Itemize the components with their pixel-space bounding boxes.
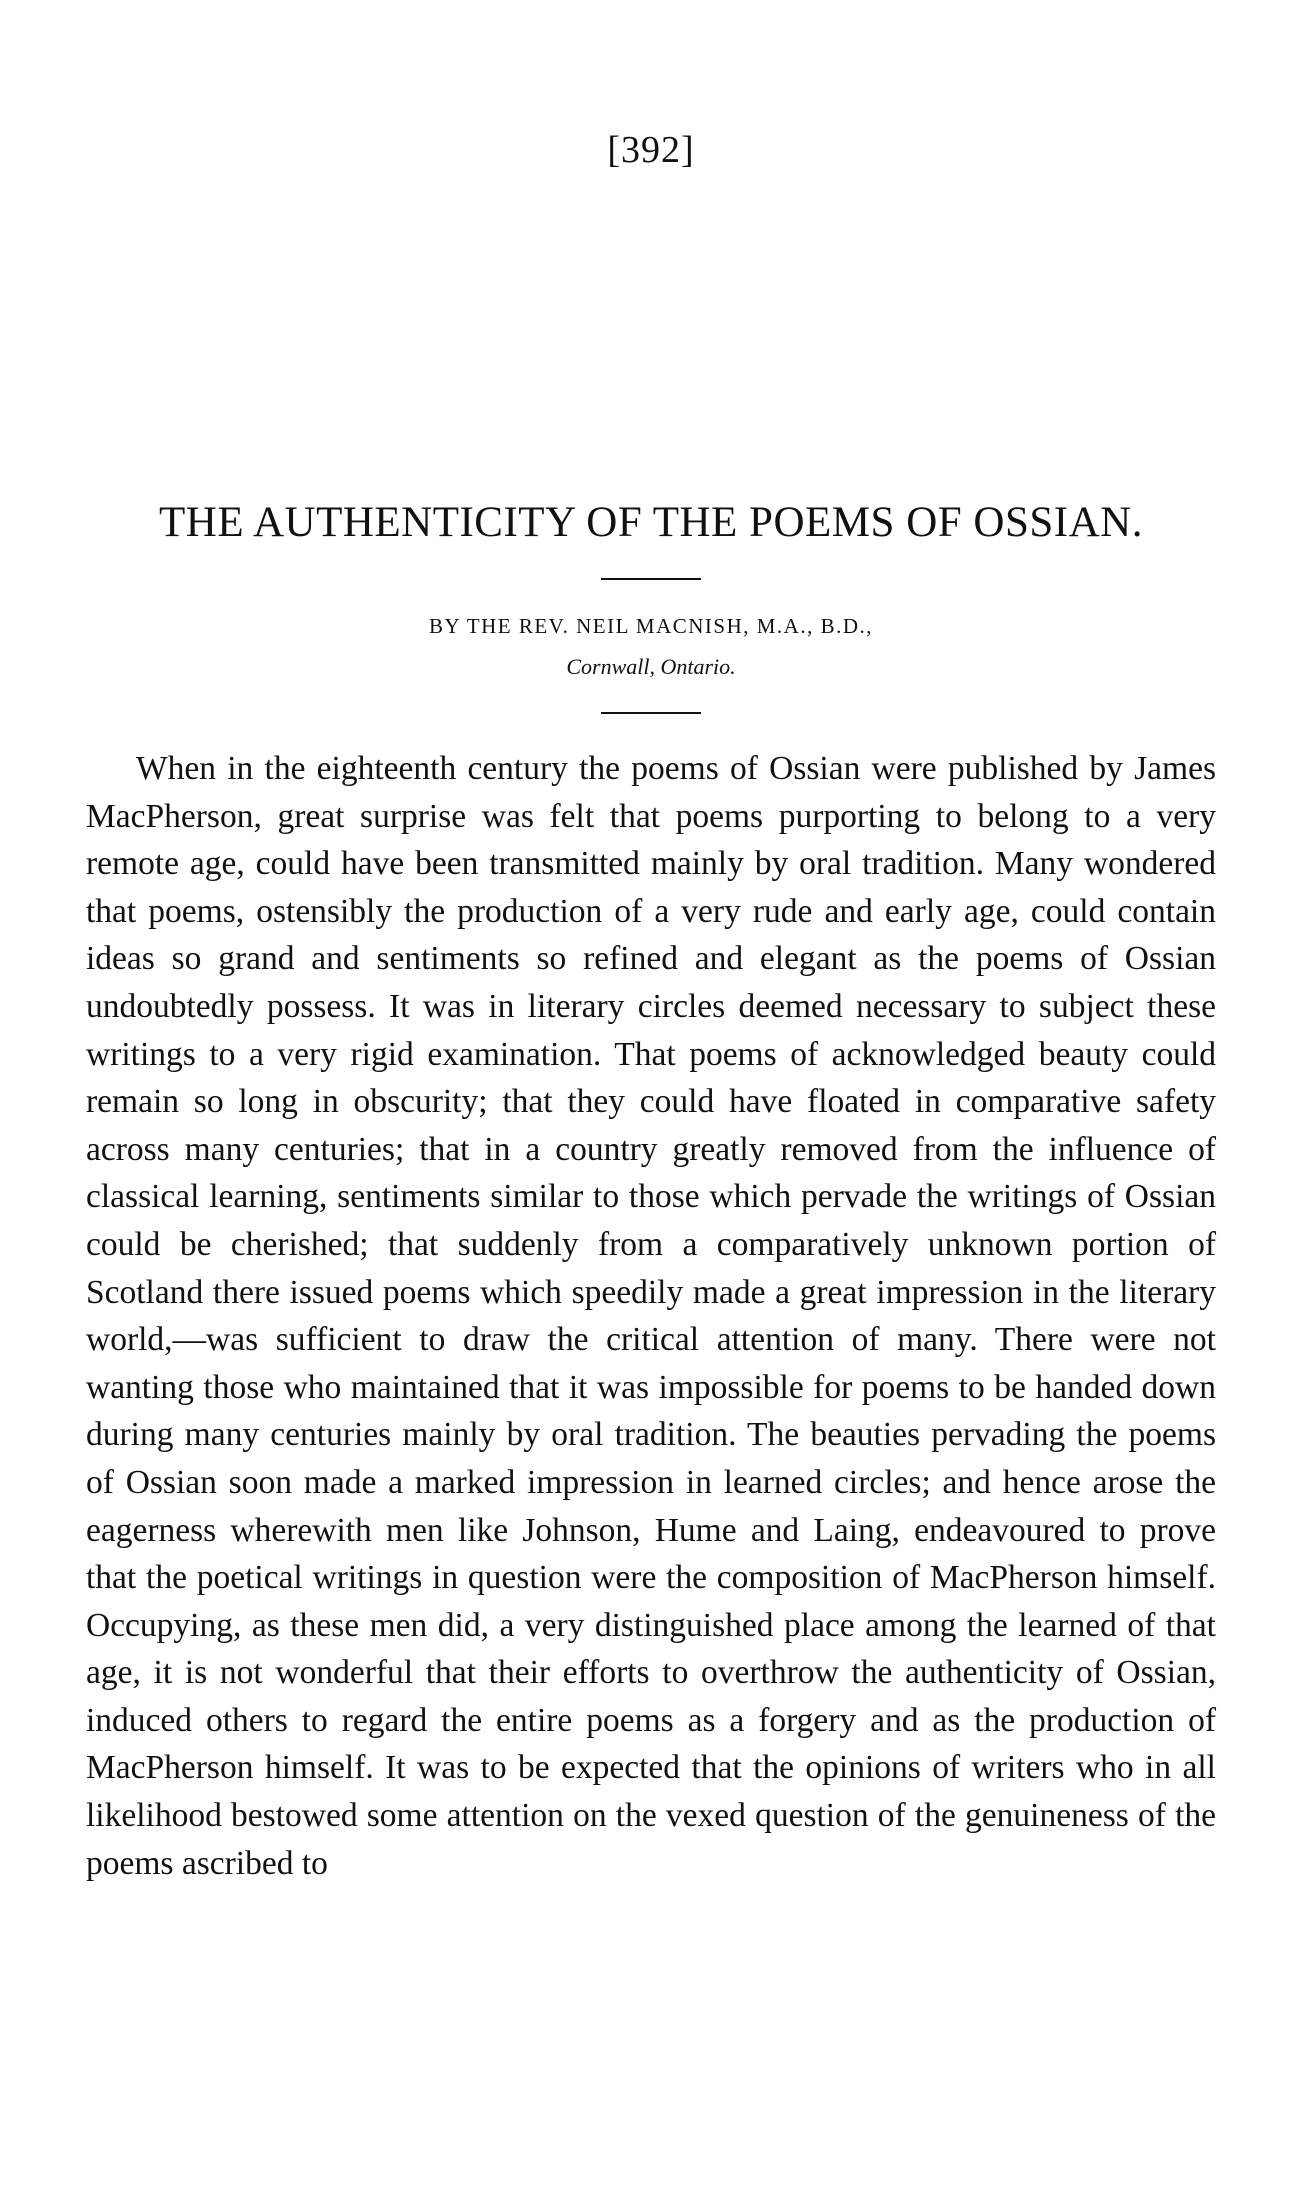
page-number: [392] [607, 129, 695, 171]
body-paragraph: When in the eighteenth century the poems of Ossian were published by James MacPherson, great surprise was felt that poems purporting to belong to a very remote age, could have been transmitted mainly by oral tradition. Many wondered that poems, ostensibly the production of a very rude and early age, could contain ideas so grand and sentiments so refined and elegant as the poems of Ossian undoubtedly possess. It was in literary circles deemed necessary to subject these writings to a very rigid examination. That poems of acknowledged beauty could remain so long in obscurity; that they could have floated in comparative safety across many centuries; that in a country greatly removed from the influence of classical learning, sentiments similar to those which pervade the writings of Ossian could be cherished; that suddenly from a comparatively unknown portion of Scotland there issued poems which speedily made a great impression in the literary world,—was sufficient to draw the critical attention of many. There were not wanting those who maintained that it was impossible for poems to be handed down during many centuries mainly by oral tradition. The beauties pervading the poems of Ossian soon made a marked impression in learned circles; and hence arose the eagerness wherewith men like Johnson, Hume and Laing, endeavoured to prove that the poetical writings in question were the composition of MacPherson himself. Occupying, as these men did, a very distinguished place among the learned of that age, it is not wonderful that their efforts to overthrow the authenticity of Ossian, induced others to regard the entire poems as a forgery and as the production of MacPherson himself. It was to be expected that the opinions of writers who in all likelihood bestowed some attention on the vexed question of the genuineness of the poems ascribed to [86, 750, 1216, 1882]
author-affiliation: Cornwall, Ontario. [566, 654, 736, 679]
byline-divider-rule [601, 712, 701, 714]
author-byline: BY THE REV. NEIL MACNISH, M.A., B.D., [428, 614, 874, 638]
article-title: THE AUTHENTICITY OF THE POEMS OF OSSIAN. [159, 499, 1143, 546]
title-divider-rule [601, 578, 701, 580]
